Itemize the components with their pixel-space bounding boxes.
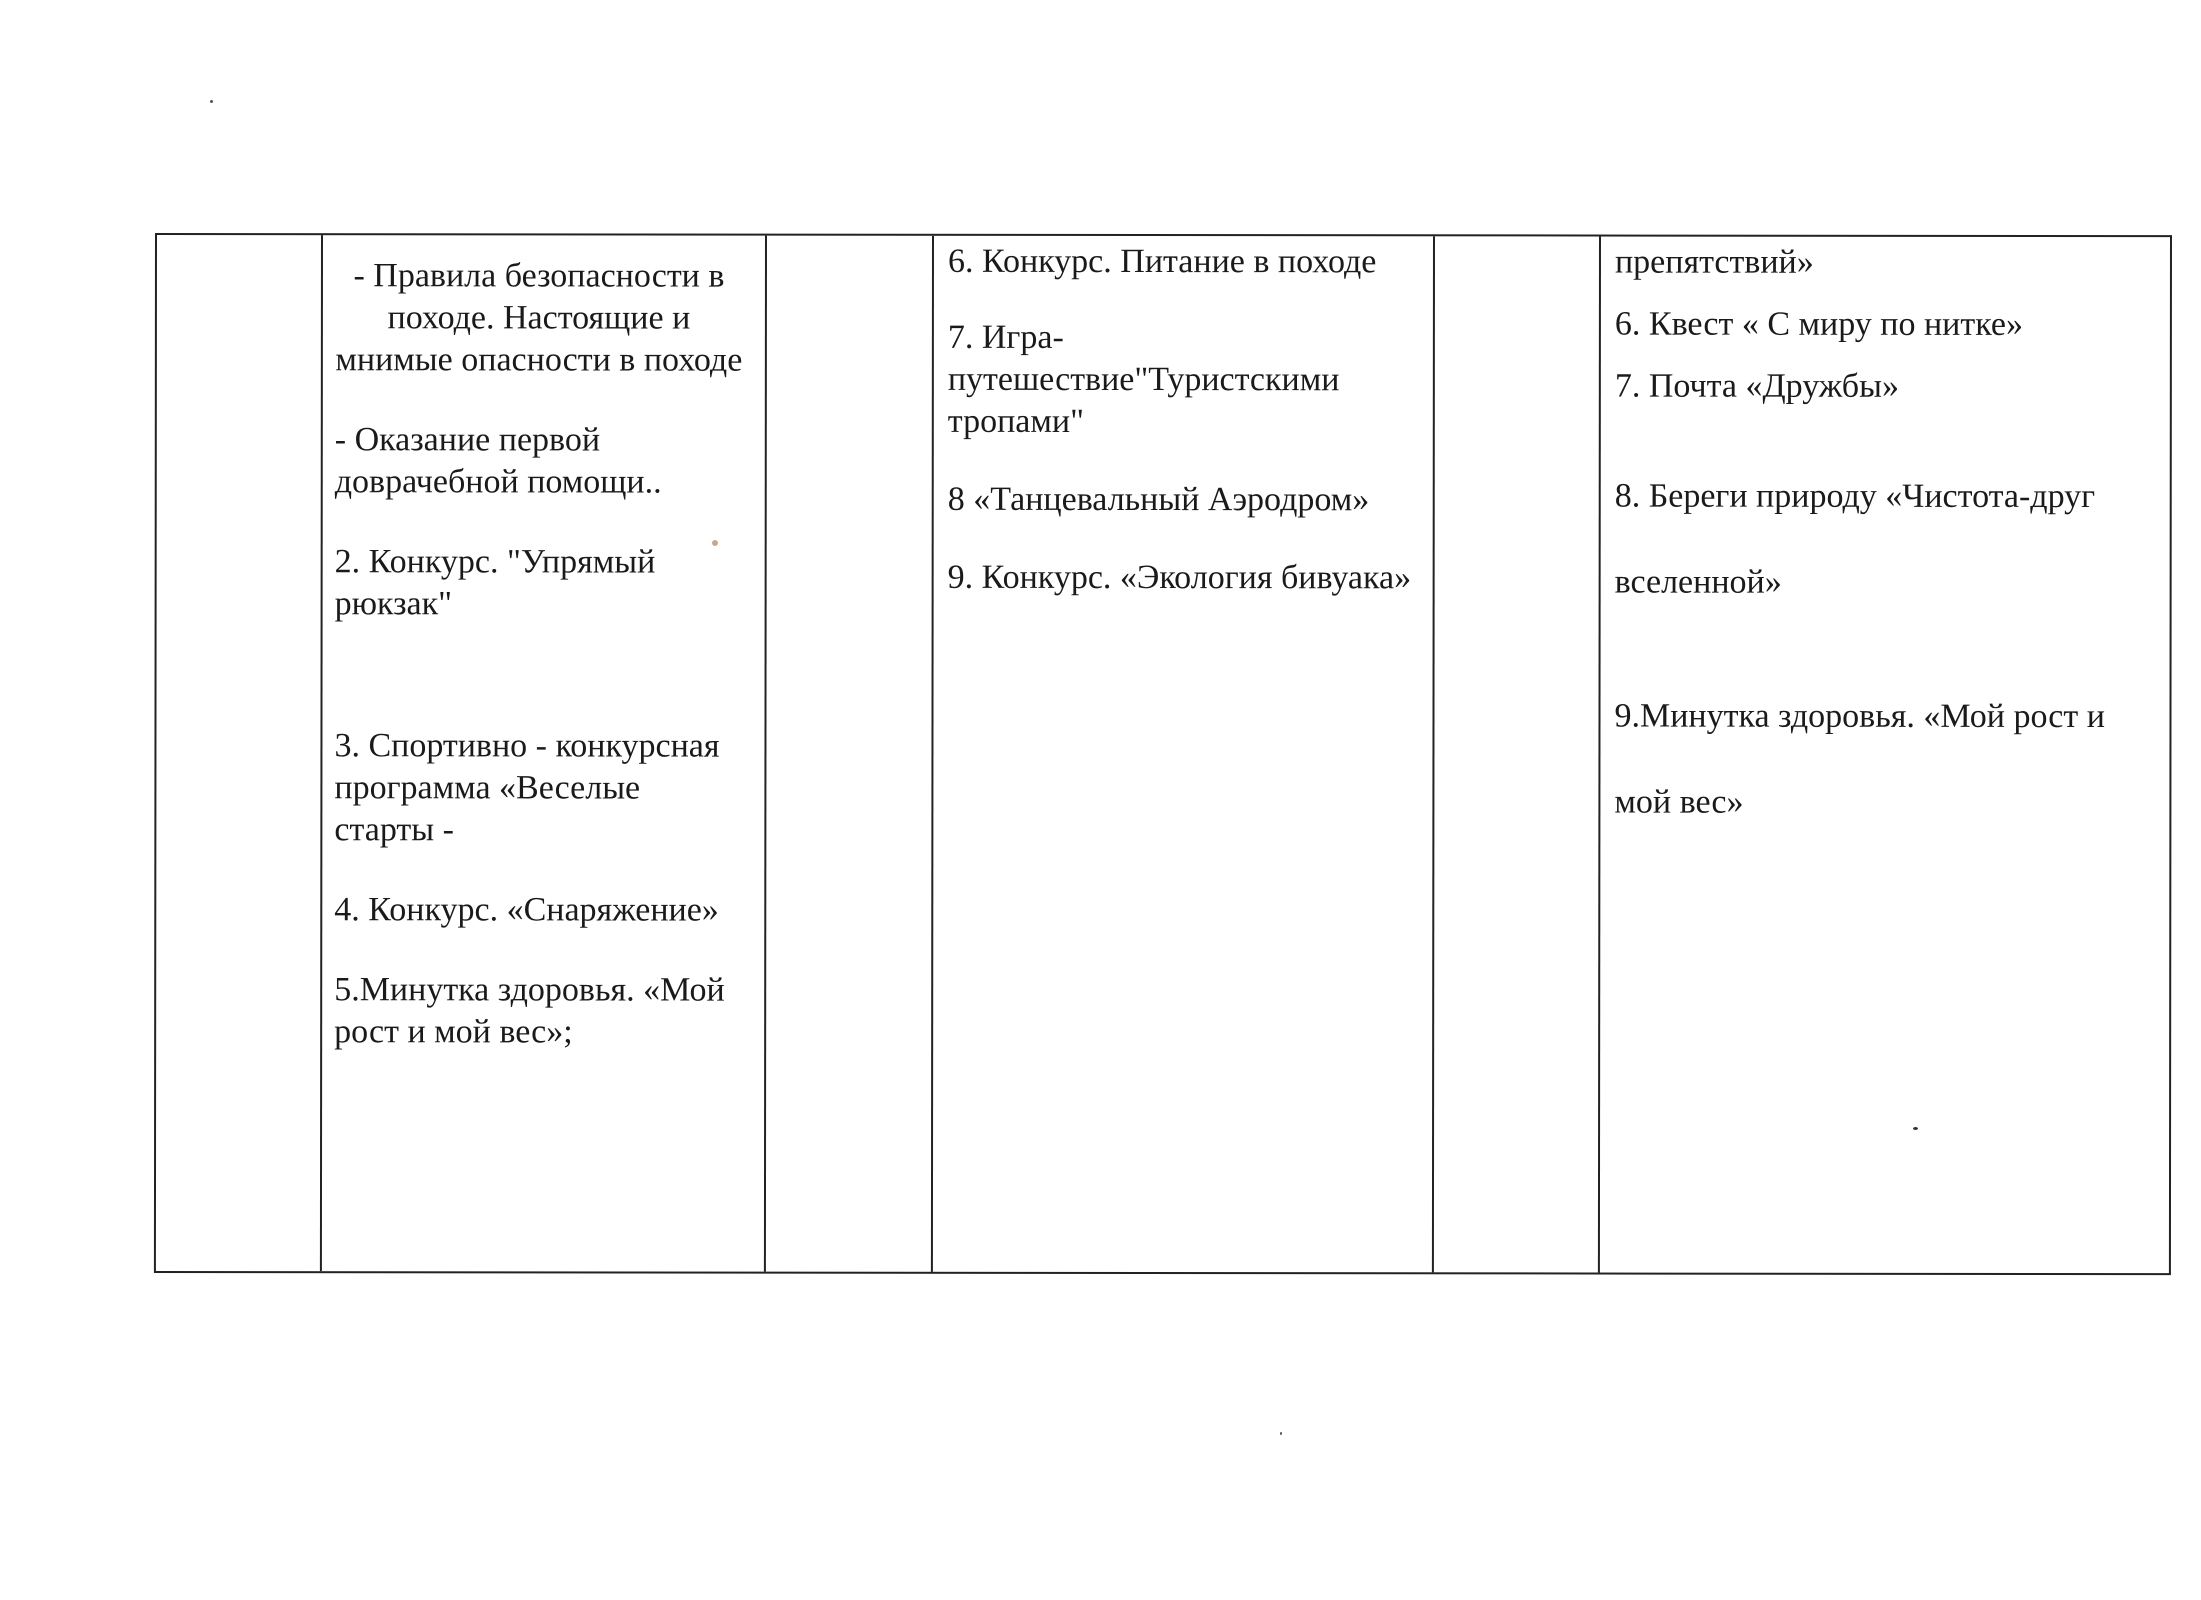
- activity-item: 5.Минутка здоровья. «Мой рост и мой вес»;: [334, 971, 725, 1051]
- activity-item: 2. Конкурс. "Упрямый рюкзак": [334, 543, 656, 623]
- activity-item: 3. Спортивно - конкурсная программа «Веселые старты -: [334, 727, 720, 849]
- activity-item: 8 «Танцевальный Аэродром»: [947, 480, 1370, 519]
- activity-item: препятствий»: [1614, 243, 1814, 281]
- table-cell-empty-1: [156, 235, 321, 1271]
- scan-speck: [1280, 1432, 1282, 1435]
- activity-item: 4. Конкурс. «Снаряжение»: [334, 891, 719, 929]
- activity-item: - Правила безопасности в походе. Настоящие и мнимые опасности в походе: [335, 257, 743, 379]
- activity-item: 9. Конкурс. «Экология бивуака»: [947, 558, 1412, 597]
- table-cell-empty-3: [766, 236, 932, 1272]
- activity-item: 9.Минутка здоровья. «Мой рост и мой вес»: [1614, 697, 2105, 821]
- activity-item: 6. Квест « С миру по нитке»: [1614, 305, 2024, 343]
- table-cell-activities-2: [947, 236, 1423, 1272]
- activity-item: - Оказание первой доврачебной помощи..: [334, 421, 662, 501]
- table-cell-activities-1: [334, 235, 743, 1271]
- scan-speck: [210, 100, 213, 103]
- activities-table: [154, 233, 2172, 1275]
- activity-item: 8. Береги природу «Чистота-друг вселенной»: [1614, 477, 2096, 601]
- activity-item: 7. Почта «Дружбы»: [1614, 367, 1899, 405]
- activity-item: 6. Конкурс. Питание в походе: [947, 242, 1377, 281]
- activity-item: 7. Игра-путешествие"Туристскими тропами": [947, 318, 1340, 440]
- table-cell-activities-3: [1614, 237, 2165, 1274]
- table-cell-empty-5: [1434, 236, 1599, 1272]
